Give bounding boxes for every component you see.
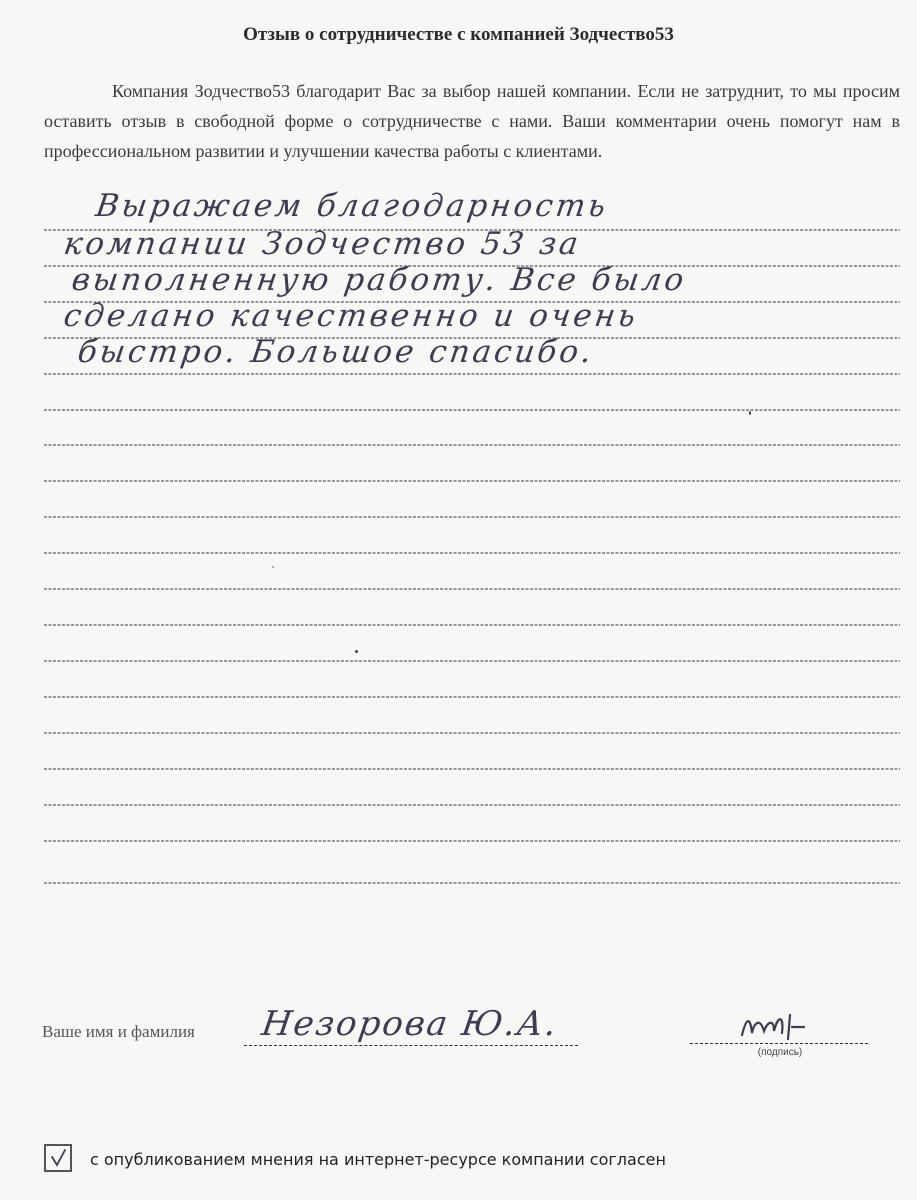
checkmark-icon — [46, 1146, 70, 1170]
form-intro-text: Компания Зодчество53 благодарит Вас за выбор нашей компании. Если не затруднит, то мы просим оставить отзыв в свободной форме о сотрудничестве с нами. Ваши комментарии очень помогут нам в профессиональном развитии и улучшении качества работы с клиентами. — [44, 81, 900, 161]
form-title: Отзыв о сотрудничестве с компанией Зодчество53 — [243, 24, 674, 45]
signature-caption: (подпись) — [757, 1047, 803, 1058]
name-field-value[interactable]: Незорова Ю.А. — [259, 1004, 561, 1044]
consent-checkbox[interactable] — [44, 1144, 72, 1172]
review-line-4: сделано качественно и очень — [61, 298, 641, 334]
review-line-5: быстро. Большое спасибо. — [75, 334, 597, 370]
ink-speck — [272, 566, 274, 568]
signature-underline — [690, 1043, 868, 1044]
review-line-2: компании Зодчество 53 за — [61, 226, 584, 262]
consent-label: с опубликованием мнения на интернет-ресурсе компании согласен — [90, 1150, 666, 1169]
review-line-3: выполненную работу. Все было — [69, 262, 689, 298]
review-line-1: Выражаем благодарность — [93, 188, 611, 224]
name-field-label: Ваше имя и фамилия — [42, 1022, 195, 1041]
ink-speck — [749, 411, 751, 415]
ink-speck — [355, 650, 358, 653]
name-field-underline — [244, 1045, 578, 1046]
handwritten-signature — [730, 1005, 840, 1045]
